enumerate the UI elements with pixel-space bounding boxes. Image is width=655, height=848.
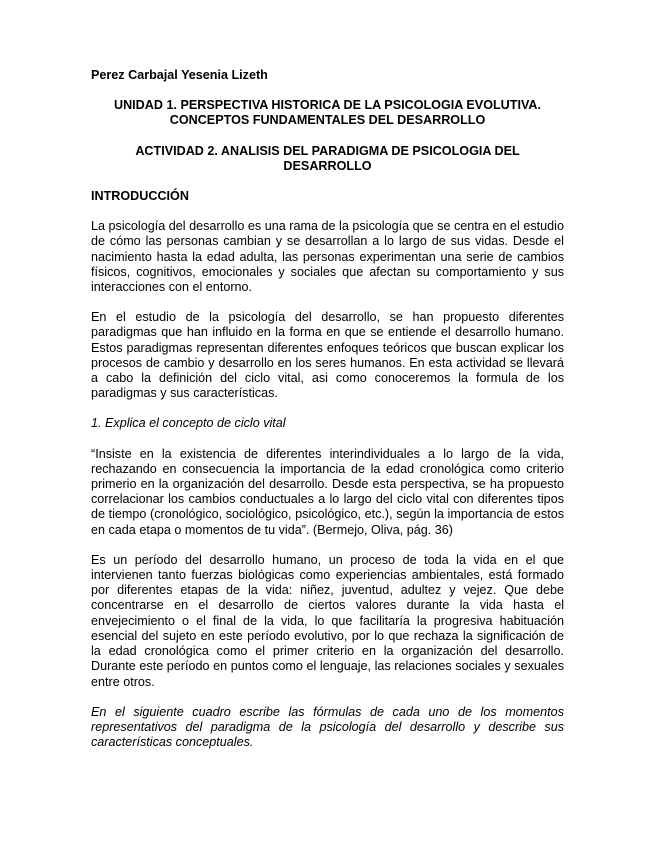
instruction-paragraph: En el siguiente cuadro escribe las fórmulas de cada uno de los momentos representativos del paradigma de la psicología del desarrollo y describe sus características conceptuales. bbox=[91, 704, 564, 750]
intro-paragraph-2: En el estudio de la psicología del desarrollo, se han propuesto diferentes paradigmas que han influido en la forma en que se entiende el desarrollo humano. Estos paradigmas representan diferentes enfoques teóricos que buscan explicar los procesos de cambio y desarrollo en los seres humanos. En esta actividad se llevará a cabo la definición del ciclo vital, asi como conoceremos la formula de los paradigmas y sus características. bbox=[91, 310, 564, 401]
intro-heading: INTRODUCCIÓN bbox=[91, 189, 189, 204]
intro-paragraph-1: La psicología del desarrollo es una rama de la psicología que se centra en el estudio de cómo las personas cambian y se desarrollan a lo largo de sus vidas. Desde el nacimiento hasta la edad adulta, las personas experimentan una serie de cambios físicos, cognitivos, emocionales y sociales que afectan su comportamiento y sus interacciones con el entorno. bbox=[91, 219, 564, 295]
question-1: 1. Explica el concepto de ciclo vital bbox=[91, 416, 286, 431]
quote-paragraph: “Insiste en la existencia de diferentes interindividuales a lo largo de la vida, rechazando en consecuencia la importancia de la edad cronológica como criterio primerio en la organización del desarrollo. Desde esta perspectiva, se ha propuesto correlacionar los cambios conductuales a lo largo del ciclo vital con diferentes tipos de tiempo (cronológico, sociológico, psicológico, etc.), según la importancia de estos en cada etapa o momentos de tu vida”. (Bermejo, Oliva, pág. 36) bbox=[91, 446, 564, 537]
activity-title: ACTIVIDAD 2. ANALISIS DEL PARADIGMA DE PSICOLOGIA DEL DESARROLLO bbox=[135, 143, 520, 173]
unit-title: UNIDAD 1. PERSPECTIVA HISTORICA DE LA PSICOLOGIA EVOLUTIVA. CONCEPTOS FUNDAMENTALES DEL DESARROLLO bbox=[113, 98, 542, 128]
author-name: Perez Carbajal Yesenia Lizeth bbox=[91, 68, 268, 82]
answer-paragraph: Es un período del desarrollo humano, un proceso de toda la vida en el que intervienen tanto fuerzas biológicas como experiencias ambientales, está formado por diferentes etapas de la vida: niñez, juventud, adultez y vejez. Que debe concentrarse en el desarrollo de ciertos valores durante la vida hasta el envejecimiento o el final de la vida, lo que facilitaría la progresiva habituación esencial del sujeto en este período evolutivo, por lo que rechaza la significación de la edad cronológica como el primer criterio en la organización del desarrollo. Durante este período en puntos como el lenguaje, las relaciones sociales y sexuales entre otros. bbox=[91, 552, 564, 689]
document-page bbox=[91, 68, 564, 765]
